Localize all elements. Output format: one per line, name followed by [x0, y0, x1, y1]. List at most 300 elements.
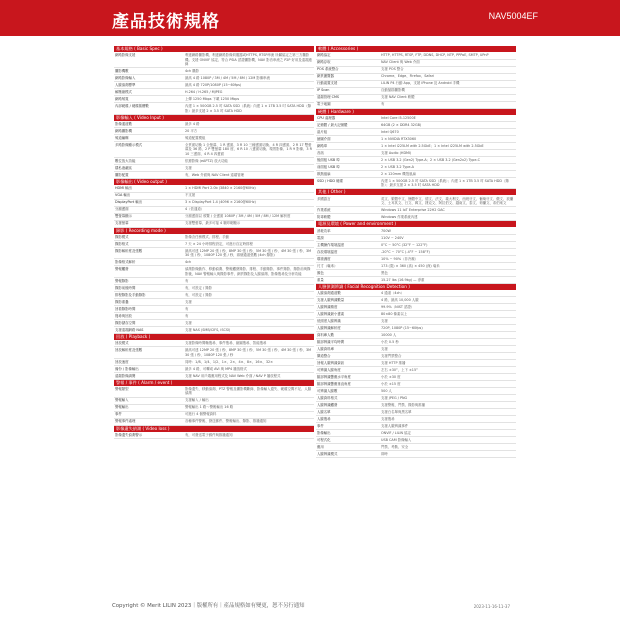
spec-row	[316, 88, 516, 95]
spec-label: 後面板 USB 埠	[317, 157, 340, 162]
spec-value: 有，可發送電子郵件與推播通知	[185, 432, 233, 437]
spec-value: 15.27 lbs (16.9kg) — 淨重	[381, 277, 425, 282]
spec-value: 支援 Audio (HDMI)	[381, 150, 412, 155]
spec-label: 應用	[317, 445, 324, 450]
spec-value: 有	[185, 306, 189, 311]
spec-value: -20°C ~ 70°C (-4°F ~ 158°F)	[381, 249, 430, 254]
spec-value: 英文、繁體中文、簡體中文、德文、法文、義大利文、西班牙文、葡萄牙文、俄文、波蘭文、土耳其文、日文、韓文、捷克文、阿拉伯文、越南文、泰文、荷蘭文、希伯來文	[381, 196, 514, 206]
spec-value: 64GB (2 × DDR4 32GB)	[381, 122, 422, 127]
document-date: 2023-11-16-11-37	[473, 604, 510, 609]
spec-row	[114, 128, 314, 135]
spec-value: 支援	[381, 319, 388, 324]
spec-row	[114, 214, 314, 221]
spec-value: 黑色	[381, 270, 388, 275]
spec-label: 音訊	[317, 150, 324, 155]
spec-label: 人臉資料庫	[317, 347, 334, 352]
spec-row	[316, 102, 516, 109]
spec-label: 頻道編輯	[115, 136, 129, 141]
spec-label: 電源	[317, 235, 324, 240]
spec-row	[316, 60, 516, 67]
spec-row	[114, 278, 314, 285]
spec-row	[114, 193, 314, 200]
spec-label: 分割畫面	[115, 207, 129, 212]
spec-row	[316, 381, 516, 388]
spec-label: 事件	[317, 424, 324, 429]
spec-row	[316, 81, 516, 88]
spec-value: 支援 POS 整合	[381, 67, 404, 72]
header-banner	[0, 0, 620, 36]
spec-value: 3 × DisplayPort 1.4 (4096 × 2160@60Hz)	[185, 200, 256, 205]
spec-label: 臉部辨識響應水平角度	[317, 375, 351, 380]
spec-label: 支援遠端網路 NAS	[115, 327, 144, 332]
spec-row	[114, 158, 314, 165]
spec-value: 4 路，最高 10,000 人臉	[381, 298, 419, 303]
spec-row	[316, 388, 516, 395]
spec-row	[316, 290, 516, 297]
spec-row	[114, 53, 314, 69]
section-header: 軟體 ( Accessories )	[316, 46, 516, 52]
spec-value: 即時	[381, 452, 388, 457]
spec-label: 警報錄影	[115, 278, 129, 283]
spec-row	[114, 373, 314, 380]
spec-row	[114, 234, 314, 241]
spec-row	[316, 214, 516, 221]
spec-label: 隱私遮蔽區	[115, 165, 132, 170]
spec-value: 有，可設定 / 錄影	[185, 292, 213, 297]
spec-label: 遠端影像調閱	[115, 373, 136, 378]
spec-label: 繪圖介面	[317, 136, 331, 141]
spec-row	[114, 121, 314, 128]
spec-value: 小於 ±30 度	[381, 375, 401, 380]
spec-label: 電子地圖	[317, 102, 331, 107]
spec-value: 支援	[185, 320, 192, 325]
spec-label: 網路攝影機	[115, 129, 132, 134]
spec-value: 支援警報、門禁、錄影與推播	[381, 403, 426, 408]
spec-row	[114, 89, 314, 96]
spec-row	[316, 297, 516, 304]
spec-row	[316, 374, 516, 381]
spec-value: 1 × NVIDIA RTX3060	[381, 136, 417, 141]
spec-row	[316, 207, 516, 214]
spec-value: USB CAM 影像輸入	[381, 438, 412, 443]
spec-label: 解壓縮模式	[115, 90, 132, 95]
spec-value: 支援 HTTP 推播	[381, 361, 406, 366]
spec-label: 網路影像支援	[115, 53, 136, 58]
spec-value: 小於 0.5 秒	[381, 340, 399, 345]
spec-label: 低照度人臉辨識	[317, 319, 341, 324]
section-header: 影像遺失偵測 ( Video loss )	[114, 426, 314, 432]
spec-value: 1 × Intel i225LM with 2.5GbE；1 × Intel i225LM with 2.5GbE	[381, 143, 484, 148]
spec-label: 人臉辨識解析度	[317, 326, 341, 331]
spec-row	[316, 67, 516, 74]
spec-value: 有，Web 介面與 NAV Client 遠端管理	[185, 172, 244, 177]
spec-value: 利達網路攝影機、利達網路影像伺服器或HTTPS, RTSP串流 所屬協定之第三方攝影機。支援 ONVIF 協定、符合 PSIA 認證攝影機，NAV 影音串流之 P2P 好用及遠端連線	[185, 53, 312, 67]
spec-label: 行動裝置支援	[317, 81, 338, 86]
spec-value: 7 天 × 24 小時排程設定，可進行自定時排程	[185, 241, 253, 246]
spec-value: 偵測影像動作、移動偵測、警報觸發錄影、排程、手動錄影、事件錄影、錄影前與錄影後，NAV 警報輸入與錄影事件、網頁錄影及人臉偵測、影像搜尋及分析功能	[185, 267, 311, 276]
spec-label: 可辨識人臉角度	[317, 368, 341, 373]
spec-value: 門禁、考勤、安全	[381, 445, 409, 450]
spec-value: LILIN P4 行動 App，支援 iPhone 及 Android 手機	[381, 81, 460, 86]
spec-value: Intel Q670	[381, 129, 399, 134]
spec-row	[316, 164, 516, 171]
spec-value: 2 × USB 3.2 Type-A	[381, 164, 414, 169]
copyright-footer: Copyright © Merit LILIN 2023｜版權所有｜產品規格如有變更，恕不另行通知	[112, 603, 305, 609]
spec-value: 4ch	[185, 260, 192, 265]
spec-row	[114, 96, 314, 103]
spec-label: 支援螢幕	[115, 221, 129, 226]
spec-row	[114, 135, 314, 142]
spec-label: SSD / HDD 硬碟	[317, 178, 343, 183]
spec-row	[316, 311, 516, 318]
spec-value: 最高可達 12MP 20 張 / 秒、8MP 30 張 / 秒、5M 30 張 / 秒、4M 30 張 / 秒、3M 30 張 / 秒、1080P 120 張 / 秒	[185, 348, 312, 357]
spec-label: 記憶體 / 最大記憶體	[317, 122, 348, 127]
spec-label: 內部硬碟 / 硬碟插槽數	[115, 104, 149, 109]
spec-value: 內建 1 × 500GB 2.5 吋 SATA SSD（系統）；內建 1 × 1TB 3.5 吋 SATA HDD（錄影）；最多支援 2 × 3.5 吋 SATA HDD	[381, 178, 509, 188]
model-number: NAV5004EF	[488, 11, 538, 21]
spec-row	[114, 306, 314, 313]
spec-label: 前面板 USB 埠	[317, 164, 340, 169]
spec-label: 存放環境溫度	[317, 249, 338, 254]
spec-label: 回放模式	[115, 341, 129, 346]
spec-label: HDMI 輸出	[115, 186, 132, 191]
spec-row	[316, 423, 516, 430]
spec-value: Intel Core i5-12500E	[381, 115, 416, 120]
spec-label: 人臉名單	[317, 410, 331, 415]
spec-label: 散熱風扇	[317, 171, 331, 176]
spec-label: 網路存取	[317, 60, 331, 65]
spec-value: Windows 11 IoT Enterprise 22H2 GAC	[381, 208, 445, 213]
spec-row	[316, 129, 516, 136]
spec-value: 有	[185, 278, 189, 283]
spec-row	[114, 405, 314, 412]
spec-label: 閘道整合	[317, 354, 331, 359]
spec-row	[114, 207, 314, 214]
spec-value: 支援門禁整合	[381, 354, 402, 359]
spec-row	[316, 242, 516, 249]
spec-value: 最高可達 12MP 20 張 / 秒、8MP 30 張 / 秒、5M 30 張 / 秒、4M 30 張 / 秒、3M 30 張 / 秒、1080P 120 張 / 秒，兩個通道張數 (4ch 錄影)	[185, 248, 312, 258]
spec-label: 顏色	[317, 270, 324, 275]
spec-value: 支援白名單與黑名單	[381, 410, 412, 415]
spec-value: 最高 4 路 720P/1080P (15~60fps)	[185, 83, 242, 88]
spec-row	[316, 409, 516, 416]
spec-label: 環境濕度	[317, 256, 331, 261]
spec-value: 分割畫面以 預覽 / 全畫面 1080P / 3M / 4M / 5M / 8M / 12M 解析度	[185, 214, 291, 219]
spec-value: 4 通道（4ch）	[381, 291, 404, 296]
spec-row	[114, 398, 314, 405]
spec-label: 錄影模式	[115, 234, 129, 239]
spec-row	[316, 115, 516, 122]
spec-label: 搜尋與回放	[115, 313, 132, 318]
spec-label: POS 系統整合	[317, 67, 339, 72]
spec-row	[316, 367, 516, 374]
spec-value: 支援 JPEG / PNG	[381, 396, 408, 401]
spec-label: 警報類型	[115, 387, 129, 392]
spec-value: 小於 ±15 度	[381, 382, 401, 387]
section-header: 基本規格 ( Basic Spec )	[114, 46, 314, 52]
spec-value: 2 × 120mm 機殼風扇	[381, 171, 416, 176]
spec-label: 事件	[115, 412, 122, 417]
spec-row	[114, 142, 314, 158]
spec-label: 人臉偵測標準	[115, 83, 136, 88]
spec-value: 支援雙螢幕，最多可接 4 顆印刷顯示	[185, 221, 241, 226]
spec-row	[316, 143, 516, 150]
spec-row	[316, 256, 516, 263]
spec-label: 錄影前後時間	[115, 285, 136, 290]
spec-row	[114, 320, 314, 327]
spec-row	[114, 241, 314, 248]
spec-value: 20 平方	[185, 129, 198, 134]
spec-value: 支援影像時間軸搜尋、事件搜尋、縮圖搜尋、智能搜尋	[185, 341, 267, 346]
spec-value: 有	[185, 313, 189, 318]
spec-value: 影像含任務模式、排程、手動	[185, 234, 230, 239]
spec-row	[316, 277, 516, 284]
spec-label: 尺寸（毫米）	[317, 263, 338, 268]
spec-label: 人臉偵測通道數	[317, 291, 341, 296]
spec-label: 人臉資料格式	[317, 396, 338, 401]
spec-row	[316, 74, 516, 81]
spec-label: 回報人臉辨識資訊	[317, 361, 345, 366]
section-header: 回放 ( Playback )	[114, 334, 314, 340]
spec-value: 支援 NAV 用戶端應用程式及 NAV Web 介面 / NAV P 播放程式	[185, 373, 281, 378]
spec-value: 4ch 攝影	[185, 69, 200, 74]
spec-value: 10000 人	[381, 333, 397, 338]
spec-column-left	[114, 46, 314, 439]
spec-label: 影像通道數	[115, 122, 132, 127]
spec-label: 多國語言	[317, 196, 331, 201]
spec-row	[114, 340, 314, 347]
spec-label: 人臉辨識模式	[317, 452, 338, 457]
spec-value: 可進行 4 個警報資料	[185, 412, 217, 417]
spec-value: 支援 NAS (SMB/CIFS, iSCSI)	[185, 327, 231, 332]
spec-label: 人臉搜尋	[317, 417, 331, 422]
spec-value: 720P, 1080P (15~60fps)	[381, 326, 423, 331]
spec-value: 有	[381, 102, 385, 107]
spec-label: 作業系統	[317, 208, 331, 213]
spec-value: 頻道配置模組	[185, 136, 206, 141]
spec-row	[114, 259, 314, 266]
spec-label: 錄影儲存空間	[115, 320, 136, 325]
page-title: 產品技術規格	[112, 12, 220, 32]
spec-value: ONVIF / LILIN 協定	[381, 431, 411, 436]
spec-value: 99.9%（NIST 認證）	[381, 305, 415, 310]
spec-row	[114, 313, 314, 320]
spec-row	[316, 228, 516, 235]
spec-row	[114, 75, 314, 82]
spec-label: 錄影解析度及張數	[115, 248, 143, 253]
spec-label: CPU 處理器	[317, 115, 336, 120]
spec-value: 0°C ~ 50°C (32°F ~ 122°F)	[381, 242, 428, 247]
spec-row	[316, 304, 516, 311]
spec-label: 可程式化	[317, 438, 331, 443]
spec-label: 影像格式解析	[115, 260, 136, 265]
spec-label: 回放解析度及張數	[115, 348, 143, 353]
spec-label: 錄影重疊	[115, 299, 129, 304]
spec-value: 上傳 1250 Mbps 下載 1250 Mbps	[185, 97, 240, 102]
spec-label: 多路影像顯示模式	[115, 143, 143, 148]
spec-value: 4（依通道）	[185, 207, 205, 212]
spec-value: 支援	[381, 347, 388, 352]
spec-row	[114, 419, 314, 426]
spec-value: NAV Client 與 Web 介面	[381, 60, 420, 65]
spec-label: 支援人臉辨識數量	[317, 298, 345, 303]
spec-value: HTTP, HTTPS, RTSP, FTP, DDNS, DHCP, NTP, PPPoE, SMTP, UPnP	[381, 53, 489, 58]
spec-row	[114, 292, 314, 299]
spec-label: 網路影像輸入	[115, 76, 136, 81]
section-header: 警報 / 事件 ( Alarm / event )	[114, 380, 314, 386]
section-header: 影像輸出 ( Video output )	[114, 179, 314, 185]
spec-label: 攝影機數	[115, 69, 129, 74]
spec-row	[316, 353, 516, 360]
spec-label: 臉部辨識平均時間	[317, 340, 345, 345]
section-header: 人臉偵測辨識 ( Facial Recognition Detection )	[316, 284, 516, 290]
spec-row	[114, 68, 314, 75]
spec-row	[316, 332, 516, 339]
spec-label: 警報觸發	[115, 267, 129, 272]
spec-row	[316, 339, 516, 346]
spec-value: 有，可設定 / 錄影	[185, 285, 213, 290]
spec-value: 10% ~ 90%（非冷凝）	[381, 256, 419, 261]
spec-label: 回放速度	[115, 359, 129, 364]
spec-row	[316, 263, 516, 270]
spec-label: 攝影配置	[115, 172, 129, 177]
spec-row	[114, 285, 314, 292]
spec-label: 重量	[317, 277, 324, 282]
spec-value: 110V ~ 240V	[381, 235, 404, 240]
spec-value: 自動掃描攝影機	[381, 88, 405, 93]
spec-value: 內建 1 × 500GB 2.5 吋 SATA SSD（系統）內建 1 × 1TB 3.5 吋 SATA HDD（錄影）最多支援 2 × 3.5 吋 SATA HDD	[185, 104, 312, 113]
spec-value: 80×80 像素以上	[381, 312, 408, 317]
spec-row	[316, 178, 516, 189]
spec-row	[316, 437, 516, 444]
spec-row	[316, 122, 516, 129]
spec-row	[114, 200, 314, 207]
spec-label: 資料庫人數	[317, 333, 334, 338]
spec-label: 回看錄影時間	[115, 306, 136, 311]
spec-value: 最多 4 路	[185, 122, 200, 127]
spec-row	[316, 95, 516, 102]
spec-row	[114, 266, 314, 277]
spec-value: 支援人臉辨識事件	[381, 424, 409, 429]
spec-row	[316, 346, 516, 353]
spec-label: 主機操作環境溫度	[317, 242, 345, 247]
spec-row	[114, 327, 314, 334]
spec-label: 警報事件處理	[115, 419, 136, 424]
spec-row	[316, 395, 516, 402]
spec-row	[114, 299, 314, 306]
spec-value: Windows 作業系統內建	[381, 215, 418, 220]
spec-label: 網路埠	[317, 143, 328, 148]
spec-label: 防毒軟體	[317, 215, 331, 220]
spec-label: 影像輸出	[317, 431, 331, 436]
spec-row	[316, 325, 516, 332]
spec-row	[114, 366, 314, 373]
spec-label: 人臉辨識觸發	[317, 403, 338, 408]
spec-row	[114, 103, 314, 114]
spec-row	[114, 172, 314, 179]
section-header: 硬體 ( Hardware )	[316, 109, 516, 115]
spec-column-right	[316, 46, 516, 458]
spec-label: 人臉辨識精度	[317, 305, 338, 310]
spec-row	[316, 270, 516, 277]
spec-value: 最高 4 路 1080P / 3M / 4M / 5M / 8M / 12M 影像串流	[185, 76, 270, 81]
spec-row	[114, 248, 314, 259]
spec-row	[114, 359, 314, 366]
spec-value: 支援輸入 / 輸出	[185, 398, 209, 403]
spec-value: 1 × HDMI Port 2.0b (3840 × 2160@60Hz)	[185, 186, 256, 191]
spec-value: H.264 / H.265 / MJPEG	[185, 90, 223, 95]
spec-value: 支援	[185, 165, 192, 170]
spec-row	[316, 136, 516, 143]
spec-value: 500 人	[381, 389, 392, 394]
spec-value: 警報輸出 1 路～警報輸出 16 路	[185, 405, 234, 410]
spec-value: 2 × USB 3.2 (Gen2) Type-A；2 × USB 3.2 (Gen2x2) Type-C	[381, 157, 480, 162]
spec-label: 錄影格式	[115, 241, 129, 246]
spec-label: 可辨識人臉數	[317, 389, 338, 394]
spec-row	[316, 318, 516, 325]
spec-row	[316, 249, 516, 256]
spec-row	[114, 82, 314, 89]
spec-row	[114, 347, 314, 358]
spec-label: 備份 / 影像輸出	[115, 366, 139, 371]
spec-label: 遠端管理 CMS	[317, 95, 340, 100]
spec-value: 不支援	[185, 193, 196, 198]
spec-label: 網頁瀏覽器	[317, 74, 334, 79]
spec-row	[114, 221, 314, 228]
spec-row	[316, 196, 516, 207]
spec-label: VGA 輸出	[115, 193, 131, 198]
spec-value: 支援	[185, 299, 192, 304]
section-header: 其他 ( Other )	[316, 189, 516, 195]
spec-row	[316, 451, 516, 458]
spec-value: 173 (寬) × 360 (高) × 450 (深) 毫米	[381, 263, 440, 268]
spec-value: 影像遺失、移動偵測、PTZ 警報及攝影機斷線、影像輸入遺失、硬碟空間不足、人臉偵測	[185, 387, 312, 396]
spec-row	[316, 171, 516, 178]
spec-row	[316, 235, 516, 242]
spec-row	[316, 444, 516, 451]
spec-label: 消耗功率	[317, 228, 331, 233]
spec-row	[114, 165, 314, 172]
spec-row	[114, 186, 314, 193]
spec-row	[316, 402, 516, 409]
spec-value: 依據影像 (eAPTZ) 放大功能	[185, 158, 228, 163]
spec-label: IP Scan	[317, 88, 330, 93]
spec-label: 排程錄影及手動錄影	[115, 292, 146, 297]
spec-row	[114, 432, 314, 439]
spec-value: 各種事件警報、發送郵件、警報輸出、錄影、推播通知	[185, 419, 267, 424]
spec-label: 數位放大功能	[115, 158, 136, 163]
spec-label: 雙螢幕顯示	[115, 214, 132, 219]
spec-value: Chrome、Edge、Firefox、Safari	[381, 74, 435, 79]
spec-label: 網路頻寬	[115, 97, 129, 102]
spec-label: 警報輸出	[115, 405, 129, 410]
spec-row	[316, 360, 516, 367]
spec-value: 支援 NAV Client 軟體	[381, 95, 415, 100]
spec-label: 警報輸入	[115, 398, 129, 403]
section-header: 影像輸入 ( Video Input )	[114, 115, 314, 121]
spec-value: 700W	[381, 228, 391, 233]
section-header: 電源及環境 ( Power and environment )	[316, 221, 516, 227]
spec-label: 臉部辨識響應垂直角度	[317, 382, 351, 387]
spec-value: 支援搜尋	[381, 417, 395, 422]
spec-label: DisplayPort 輸出	[115, 200, 143, 205]
spec-value: 最多 4 路，可轉成 AVI 與 MP4 播放格式	[185, 366, 247, 371]
spec-row	[316, 416, 516, 423]
spec-row	[114, 412, 314, 419]
spec-value: 同時：1/8、1/4、1/2、1×、2×、4×、8×、16×、32×	[185, 359, 273, 364]
spec-row	[114, 386, 314, 397]
spec-label: 人臉辨識最小畫素	[317, 312, 345, 317]
